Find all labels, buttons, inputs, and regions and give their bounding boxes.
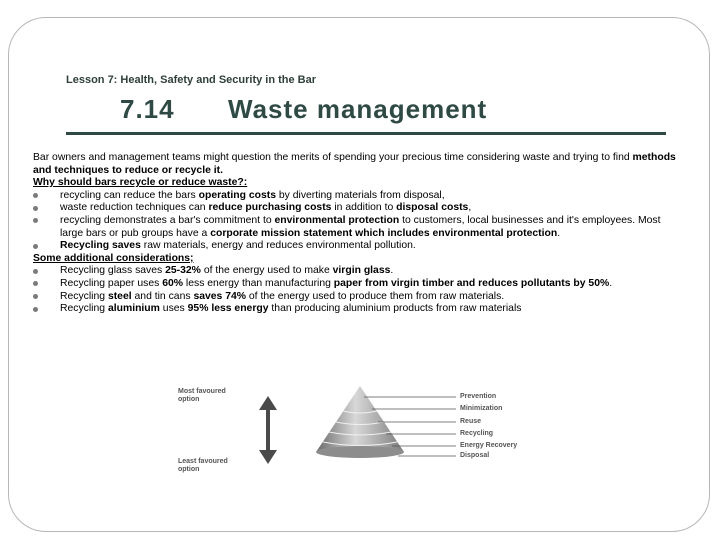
level-recycling: Recycling (460, 430, 494, 437)
level-reuse: Reuse (460, 418, 482, 425)
bullet-icon (33, 206, 38, 211)
level-minimization: Minimization (460, 405, 503, 412)
double-arrow-icon (259, 396, 277, 464)
intro-bold: methods and techniques to reduce or recycle it. (33, 152, 676, 176)
bullet-icon (33, 244, 38, 249)
waste-hierarchy-diagram (178, 384, 528, 473)
bullet-icon (33, 281, 38, 286)
bullet-icon (33, 294, 38, 299)
bullet-icon (33, 307, 38, 312)
why-heading: Why should bars recycle or reduce waste?: (33, 177, 248, 189)
list-item: waste reduction techniques can reduce purchasing costs in addition to disposal costs, (33, 202, 683, 215)
list-item: recycling can reduce the bars operating costs by diverting materials from disposal, (33, 190, 683, 203)
list-item: recycling demonstrates a bar's commitment to environmental protection to customers, local businesses and it's employees. Most large bars or pub groups have a corporate mission statement which includes environmental protection. (33, 215, 683, 240)
least-favoured-label: Least favoured option (178, 458, 228, 473)
slide-title (120, 94, 487, 125)
level-energy-recovery: Energy Recovery (460, 442, 518, 449)
list-item: Recycling paper uses 60% less energy than manufacturing paper from virgin timber and reduces pollutants by 50%. (33, 278, 683, 291)
list-item: Recycling saves raw materials, energy and reduces environmental pollution. (33, 240, 683, 253)
list-item: Recycling glass saves 25-32% of the energy used to make virgin glass. (33, 265, 683, 278)
intro-paragraph (33, 152, 683, 177)
title-underline (66, 132, 666, 135)
intro-text: Bar owners and management teams might question the merits of spending your precious time considering waste and trying to find (33, 152, 633, 163)
list-item: Recycling steel and tin cans saves 74% of the energy used to produce them from raw materials. (33, 291, 683, 304)
body-text (33, 152, 683, 316)
level-disposal: Disposal (460, 452, 490, 459)
considerations-heading: Some additional considerations; (33, 252, 194, 264)
bullet-icon (33, 218, 38, 223)
why-list (33, 190, 683, 253)
level-prevention: Prevention (460, 393, 497, 400)
title-text: Waste management (228, 94, 488, 124)
considerations-list (33, 265, 683, 315)
most-favoured-label: Most favoured option (178, 388, 226, 403)
section-number: 7.14 (120, 94, 175, 124)
lesson-label: Lesson 7: Health, Safety and Security in the Bar (66, 74, 317, 86)
bullet-icon (33, 193, 38, 198)
bullet-icon (33, 269, 38, 274)
list-item: Recycling aluminium uses 95% less energy than producing aluminium products from raw materials (33, 303, 683, 316)
